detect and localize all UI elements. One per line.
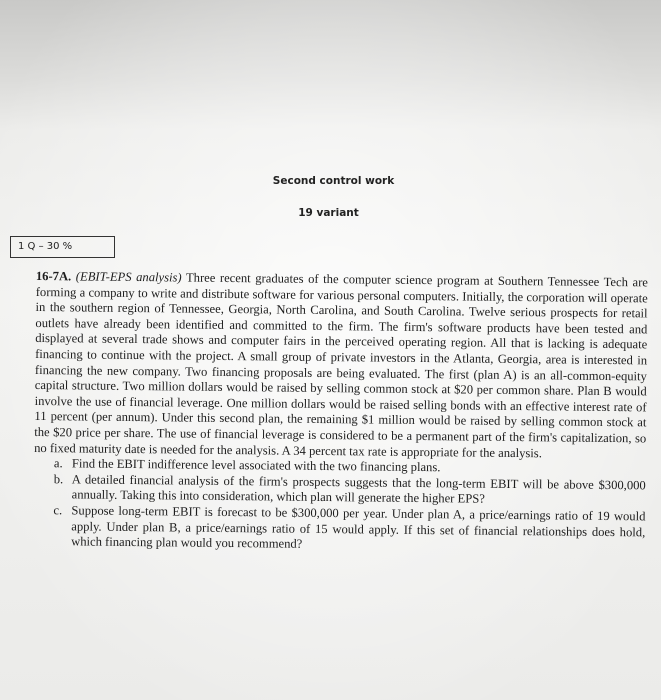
page-title: Second control work — [272, 175, 395, 187]
part-b-text: A detailed financial analysis of the firm's prospects suggests that the long-term EBIT will be above $300,000 annually. Taking this into consideration, which plan will generate the higher EPS? — [71, 472, 646, 507]
part-b-letter: b. — [53, 471, 64, 487]
problem-topic: (EBIT-EPS analysis) — [75, 269, 182, 285]
part-a-letter: a. — [53, 456, 63, 471]
problem-parts — [33, 456, 646, 556]
variant-label: 19 variant — [298, 207, 359, 219]
part-c — [41, 503, 645, 556]
problem-number: 16-7A. — [35, 269, 72, 284]
part-c-text: Suppose long-term EBIT is forecast to be $300,000 per year. Under plan A, a price/earnings ratio of 19 would apply. Under plan B, a price/earnings ratio of 15 would apply. If this set of financial relationships does hold, which financing plan would you recommend? — [71, 503, 646, 551]
problem-text — [33, 269, 648, 556]
part-c-letter: c. — [53, 503, 63, 518]
problem-body: Three recent graduates of the computer science program at Southern Tennessee Tech are forming a company to write and distribute software for various personal computers. Initially, the corporation will operate in the southern region of Tennessee, Georgia, North Carolina, and South Carolina. Twelve serious prospects for retail outlets have already been identified and committed to the firm. The firm's software products have been tested and displayed at several trade shows and computer fairs in the perceived operating region. All that is lacking is adequate financing to continue with the project. A small group of private investors in the Atlanta, Georgia, area is interested in financing the new company. Two financing proposals are being evaluated. The first (plan A) is an all-common-equity capital structure. Two million dollars would be raised by selling common stock at $20 per common share. Plan B would involve the use of financial leverage. One million dollars would be raised selling bonds with an effective interest rate of 11 percent (per annum). Under this second plan, the remaining $1 million would be raised by selling common stock at the $20 price per share. The use of financial leverage is considered to be a permanent part of the firm's capitalization, so no fixed maturity date is needed for the analysis. A 34 percent tax rate is appropriate for the analysis. — [34, 270, 648, 460]
question-weight-box: 1 Q – 30 % — [10, 236, 115, 258]
problem-statement — [34, 269, 648, 463]
part-a-text: Find the EBIT indifference level associated with the two financing plans. — [71, 456, 441, 475]
